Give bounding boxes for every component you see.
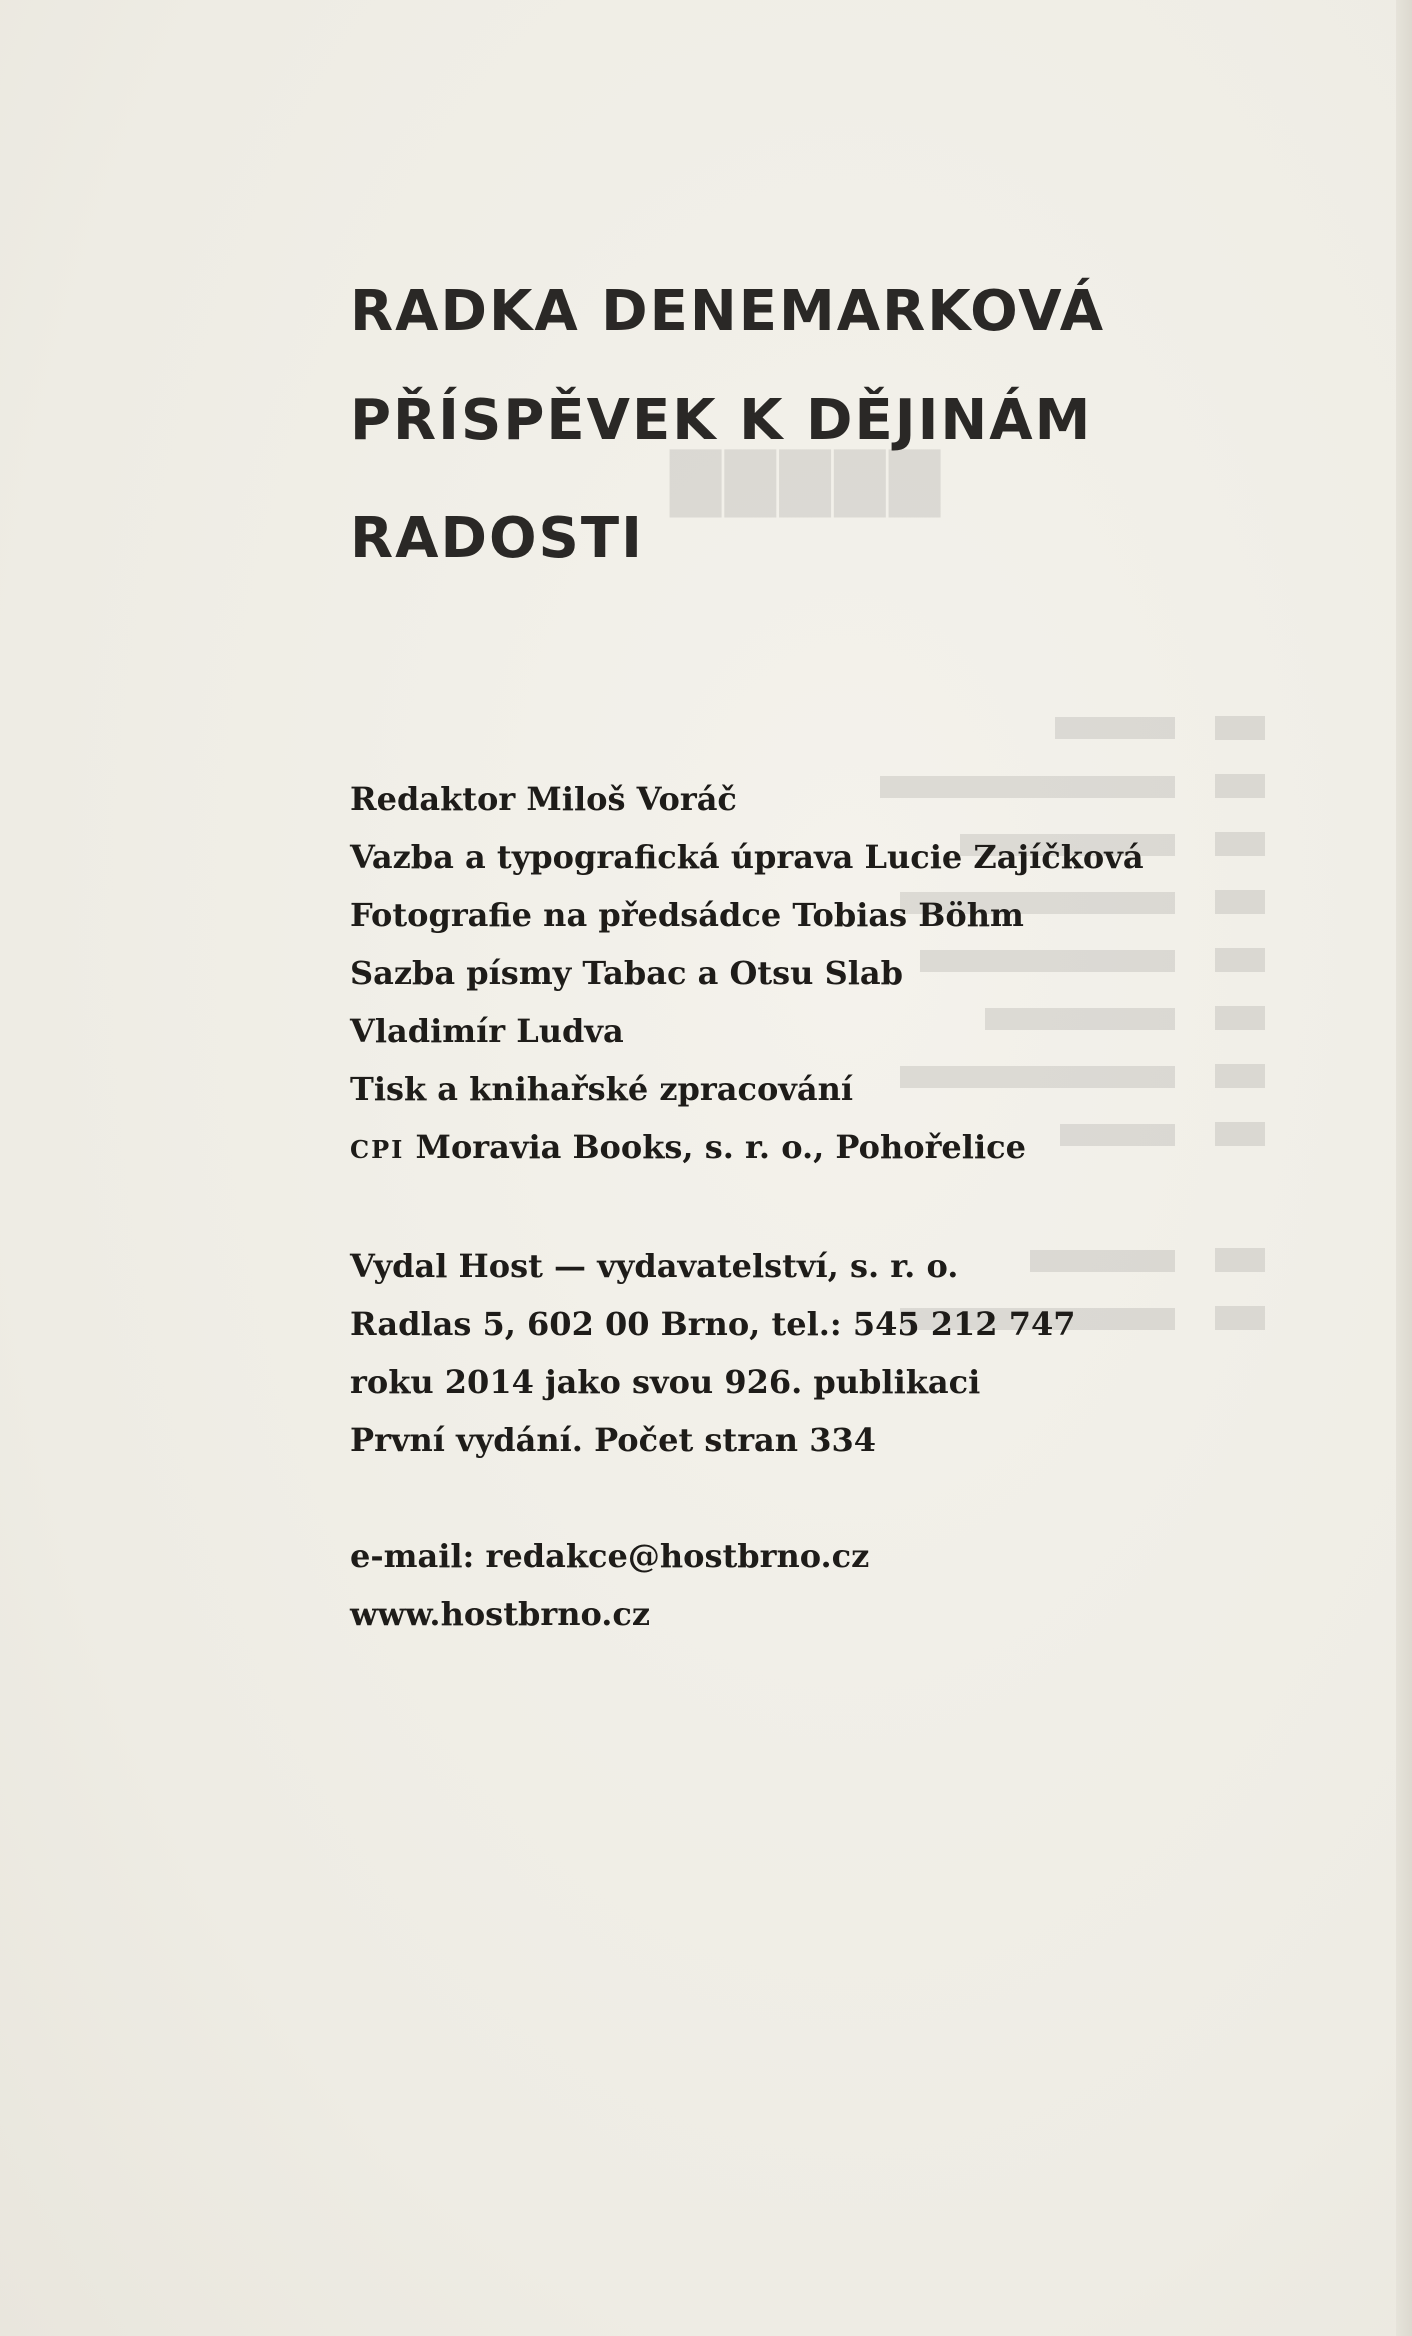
show-through-num — [1215, 716, 1265, 740]
publisher-address: Radlas 5, 602 00 Brno, tel.: 545 212 747 — [350, 1305, 1076, 1343]
printer-prefix: CPI — [350, 1135, 405, 1164]
contact-website: www.hostbrno.cz — [350, 1595, 651, 1633]
author-name: RADKA DENEMARKOVÁ — [350, 279, 1106, 344]
publisher-name: Vydal Host — vydavatelství, s. r. o. — [350, 1247, 959, 1285]
colophon — [350, 770, 1350, 1643]
book-title-line-2: RADOSTI — [350, 506, 644, 571]
typesetter-credit: Vladimír Ludva — [350, 1012, 624, 1050]
book-title-line-1: PŘÍSPĚVEK K DĚJINÁM — [350, 388, 1093, 453]
publication-year: roku 2014 jako svou 926. publikaci — [350, 1363, 981, 1401]
binding-credit: Vazba a typografická úprava Lucie Zajíčková — [350, 838, 1144, 876]
edition-info: První vydání. Počet stran 334 — [350, 1421, 876, 1459]
contact-email: e-mail: redakce@hostbrno.cz — [350, 1537, 870, 1575]
photo-credit: Fotografie na předsádce Tobias Böhm — [350, 896, 1024, 934]
show-through-row — [1055, 717, 1175, 739]
printer-credit — [350, 1118, 1350, 1179]
title-block — [350, 262, 1350, 598]
show-through-heading: ▇▇▇▇▇ — [666, 440, 940, 517]
editor-credit: Redaktor Miloš Voráč — [350, 780, 737, 818]
typesetting-credit: Sazba písmy Tabac a Otsu Slab — [350, 954, 903, 992]
spacer — [350, 1179, 1350, 1237]
printing-credit: Tisk a knihařské zpracování — [350, 1070, 854, 1108]
printer-name: Moravia Books, s. r. o., Pohořelice — [415, 1128, 1026, 1166]
spacer — [350, 1469, 1350, 1527]
